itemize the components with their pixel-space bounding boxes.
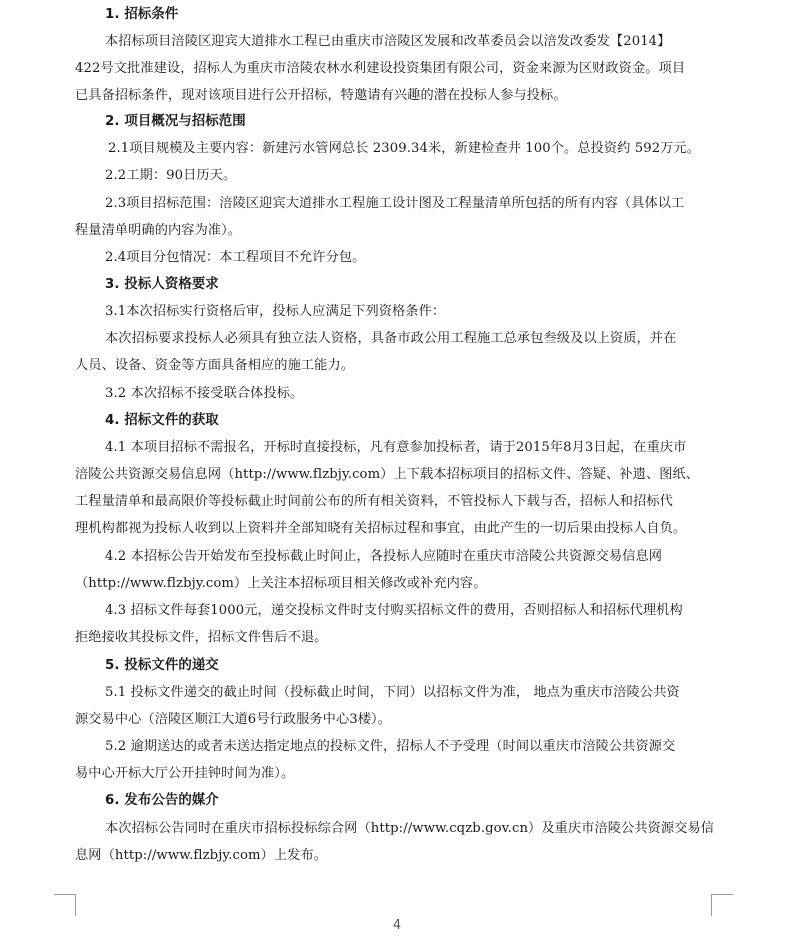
paragraph-line: 易中心开标大厅公开挂钟时间为准）。 <box>75 766 295 781</box>
paragraph-line: 4.3 招标文件每套1000元，递交投标文件时支付购买招标文件的费用，否则招标人和招标代理机构 <box>105 603 683 618</box>
paragraph-line: 涪陵公共资源交易信息网（http://www.flzbjy.com）上下载本招标项目的招标文件、答疑、补遗、图纸、 <box>75 467 700 482</box>
section-heading-2: 2. 项目概况与招标范围 <box>105 114 246 129</box>
paragraph-line: 人员、设备、资金等方面具备相应的施工能力。 <box>75 358 355 373</box>
section-heading-6: 6. 发布公告的媒介 <box>105 793 219 808</box>
section-heading-5: 5. 投标文件的递交 <box>105 658 219 673</box>
paragraph-line: 2.3项目招标范围：涪陵区迎宾大道排水工程施工设计图及工程量清单所包括的所有内容（具体以工 <box>105 196 685 211</box>
paragraph-line: 息网（http://www.flzbjy.com）上发布。 <box>75 848 328 863</box>
paragraph-line: 2.2工期：90日历天。 <box>105 168 237 183</box>
paragraph-line: 源交易中心（涪陵区顺江大道6号行政服务中心3楼）。 <box>75 712 391 727</box>
paragraph-line: 422号文批准建设，招标人为重庆市涪陵农林水利建设投资集团有限公司，资金来源为区财政资金。项目 <box>75 61 686 76</box>
paragraph-line: 5.1 投标文件递交的截止时间（投标截止时间，下同）以招标文件为准， 地点为重庆市涪陵公共资 <box>105 685 680 700</box>
paragraph-line: 4.2 本招标公告开始发布至投标截止时间止，各投标人应随时在重庆市涪陵公共资源交易信息网 <box>105 549 663 564</box>
margin-corner-mark-right <box>711 894 712 916</box>
paragraph-line: 程量清单明确的内容为准）。 <box>75 223 242 238</box>
paragraph-line: 3.1本次招标实行资格后审，投标人应满足下列资格条件： <box>105 304 446 319</box>
paragraph-line: 拒绝接收其投标文件，招标文件售后不退。 <box>75 630 328 645</box>
paragraph-line: （http://www.flzbjy.com）上关注本招标项目相关修改或补充内容。 <box>75 576 487 591</box>
paragraph-line: 理机构都视为投标人收到以上资料并全部知晓有关招标过程和事宜，由此产生的一切后果由投标人自负。 <box>75 521 687 536</box>
paragraph-line: 2.1项目规模及主要内容：新建污水管网总长 2309.34米，新建检查井 100个。总投资约 592万元。 <box>108 141 701 156</box>
section-heading-4: 4. 招标文件的获取 <box>105 413 219 428</box>
margin-corner-mark-left-h <box>54 894 76 895</box>
paragraph-line: 2.4项目分包情况：本工程项目不允许分包。 <box>105 250 366 265</box>
paragraph-line: 本次招标要求投标人必须具有独立法人资格，具备市政公用工程施工总承包叁级及以上资质，并在 <box>105 331 677 346</box>
paragraph-line: 3.2 本次招标不接受联合体投标。 <box>105 386 304 401</box>
section-heading-1: 1. 招标条件 <box>105 7 179 22</box>
margin-corner-mark-right-h <box>711 894 733 895</box>
paragraph-line: 工程量清单和最高限价等投标截止时间前公布的所有相关资料，不管投标人下载与否，招标人和招标代 <box>75 494 673 509</box>
paragraph-line: 本次招标公告同时在重庆市招标投标综合网（http://www.cqzb.gov.cn）及重庆市涪陵公共资源交易信 <box>105 821 715 836</box>
paragraph-line: 5.2 逾期送达的或者未送达指定地点的投标文件，招标人不予受理（时间以重庆市涪陵公共资源交 <box>105 739 676 754</box>
paragraph-line: 已具备招标条件，现对该项目进行公开招标，特邀请有兴趣的潜在投标人参与投标。 <box>75 88 567 103</box>
paragraph-line: 4.1 本项目招标不需报名，开标时直接投标，凡有意参加投标者，请于2015年8月3日起，在重庆市 <box>105 440 687 455</box>
page-number: 4 <box>392 918 402 933</box>
section-heading-3: 3. 投标人资格要求 <box>105 277 219 292</box>
margin-corner-mark-left <box>75 894 76 916</box>
paragraph-line: 本招标项目涪陵区迎宾大道排水工程已由重庆市涪陵区发展和改革委员会以涪发改委发【2014】 <box>105 34 671 49</box>
